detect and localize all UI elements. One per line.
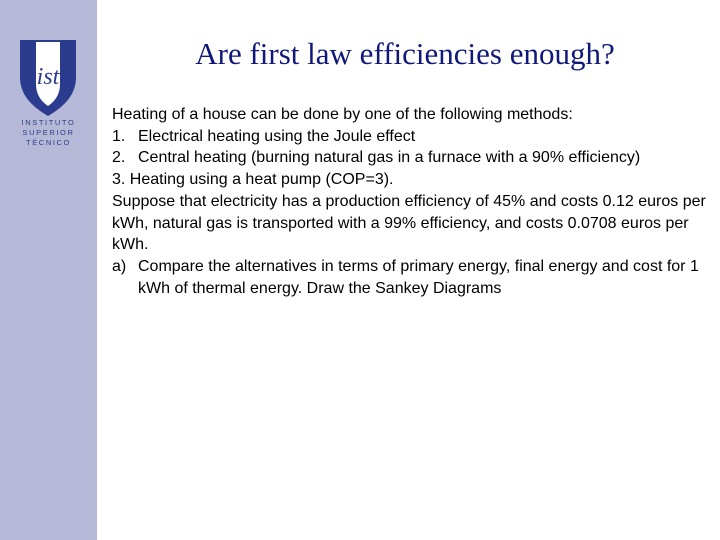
item-text: Central heating (burning natural gas in a furnace with a 90% efficiency) bbox=[138, 149, 641, 167]
logo-text bbox=[0, 118, 97, 148]
method-3-text: 3. Heating using a heat pump (COP=3). bbox=[112, 171, 394, 189]
item-number: 2. bbox=[112, 149, 126, 167]
logo-line: INSTITUTO bbox=[21, 118, 76, 127]
slide-body bbox=[112, 104, 712, 299]
item-number: a) bbox=[112, 257, 127, 275]
item-text: Electrical heating using the Joule effect bbox=[138, 127, 416, 145]
method-item bbox=[112, 147, 712, 169]
slide-title: Are first law efficiencies enough? bbox=[195, 36, 615, 71]
svg-text:ist: ist bbox=[36, 64, 60, 90]
logo-line: SUPERIOR bbox=[22, 128, 75, 137]
logo-line: TÉCNICO bbox=[26, 138, 71, 147]
intro-text: Heating of a house can be done by one of the following methods: bbox=[112, 106, 573, 123]
sidebar bbox=[0, 0, 97, 540]
item-number: 1. bbox=[112, 127, 126, 145]
item-text: Compare the alternatives in terms of primary energy, final energy and cost for 1 kWh of thermal energy. Draw the Sankey Diagrams bbox=[138, 257, 699, 297]
ist-shield-logo bbox=[18, 38, 78, 118]
method-item bbox=[112, 126, 712, 148]
assumption-text: Suppose that electricity has a production efficiency of 45% and costs 0.12 euros per kWh, natural gas is transported with a 99% efficiency, and costs 0.0708 euros per kWh. bbox=[112, 192, 706, 254]
question-item bbox=[112, 256, 712, 299]
